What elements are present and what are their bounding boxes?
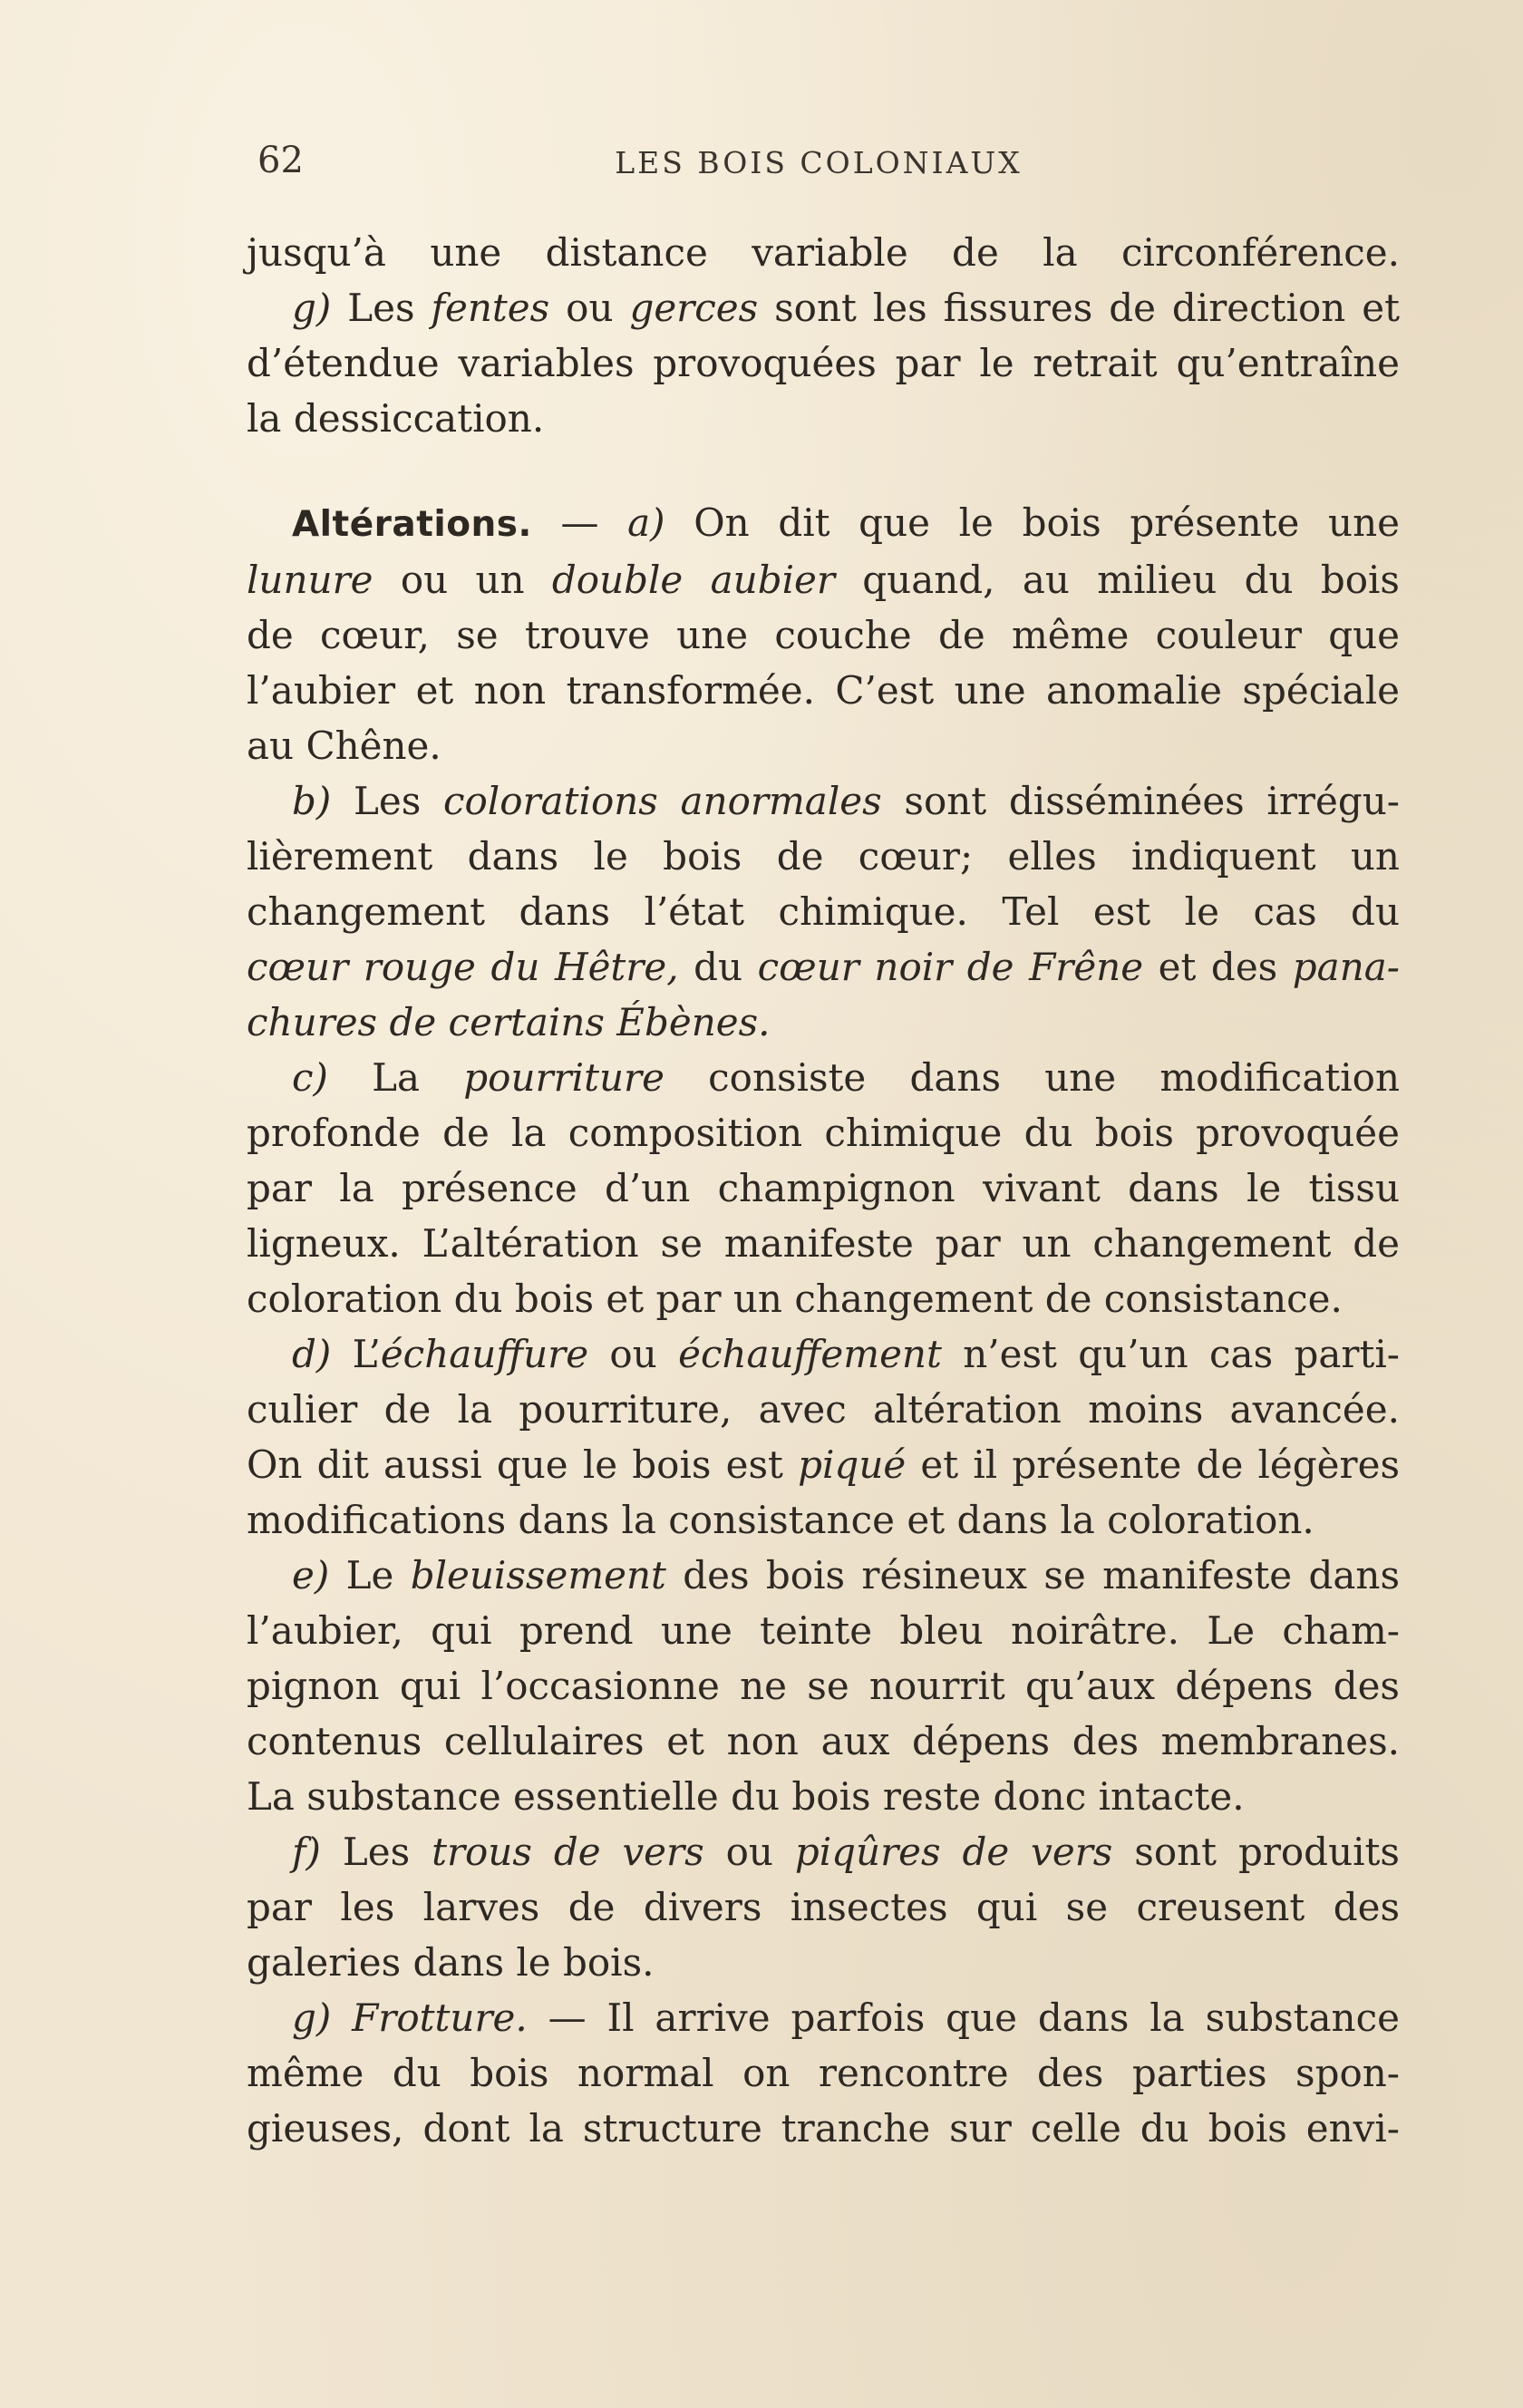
paragraph-echauffure: d) L’échauffure ou échauffement n’est qu’un cas parti-	[292, 1332, 1400, 1376]
text-line: modifications dans la consistance et dans la coloration.	[247, 1498, 1314, 1542]
text-line: profonde de la composition chimique du bois provoquée	[247, 1111, 1400, 1155]
text-line: On dit aussi que le bois est piqué et il présente de légères	[247, 1442, 1400, 1487]
text-line: gieuses, dont la structure tranche sur celle du bois envi-	[247, 2106, 1400, 2151]
text-line: au Chêne.	[247, 723, 441, 768]
section-heading: Altérations.	[292, 504, 532, 545]
text-line: cœur rouge du Hêtre, du cœur noir de Frêne et des pana-	[247, 945, 1400, 989]
paragraph-frotture: g) Frotture. — Il arrive parfois que dans la substance	[292, 1995, 1400, 2040]
section-heading-alterations: Altérations. — a) On dit que le bois présente une	[292, 500, 1400, 545]
text-line: lunure ou un double aubier quand, au milieu du bois	[247, 558, 1400, 602]
text-line: changement dans l’état chimique. Tel est le cas du	[247, 889, 1400, 934]
paragraph-bleuissement: e) Le bleuissement des bois résineux se manifeste dans	[292, 1553, 1401, 1597]
text-line: coloration du bois et par un changement de consistance.	[247, 1277, 1343, 1321]
text-line: même du bois normal on rencontre des parties spon-	[247, 2051, 1400, 2095]
text-line: pignon qui l’occasionne ne se nourrit qu’aux dépens des	[247, 1664, 1400, 1708]
text-line: de cœur, se trouve une couche de même couleur que	[247, 613, 1400, 657]
text-line: culier de la pourriture, avec altération moins avancée.	[247, 1387, 1400, 1432]
body-text	[247, 225, 1400, 2156]
section-gap	[247, 446, 1400, 495]
paragraph-trous-de-vers: f) Les trous de vers ou piqûres de vers sont produits	[292, 1830, 1400, 1874]
text-line: galeries dans le bois.	[247, 1940, 655, 1985]
text-line: l’aubier et non transformée. C’est une anomalie spéciale	[247, 668, 1400, 713]
page-header	[238, 136, 1400, 190]
text-line: d’étendue variables provoquées par le retrait qu’entraîne	[247, 341, 1400, 385]
text-line: par les larves de divers insectes qui se creusent des	[247, 1885, 1400, 1929]
text-line: ligneux. L’altération se manifeste par un changement de	[247, 1221, 1400, 1266]
running-title: LES BOIS COLONIAUX	[615, 145, 1023, 180]
text-line: lièrement dans le bois de cœur; elles indiquent un	[247, 834, 1400, 879]
text-line: l’aubier, qui prend une teinte bleu noirâtre. Le cham-	[247, 1608, 1400, 1653]
text-line: la dessiccation.	[247, 396, 545, 441]
paragraph-pourriture: c) La pourriture consiste dans une modification	[292, 1055, 1401, 1100]
paragraph-fentes: g) Les fentes ou gerces sont les fissures de direction et	[292, 286, 1400, 330]
text-line: contenus cellulaires et non aux dépens des membranes.	[247, 1719, 1400, 1763]
paragraph-colorations: b) Les colorations anormales sont disséminées irrégu-	[292, 779, 1400, 823]
text-line: par la présence d’un champignon vivant dans le tissu	[247, 1166, 1400, 1210]
text-line: La substance essentielle du bois reste donc intacte.	[247, 1774, 1245, 1819]
text-line: chures de certains Ébènes.	[247, 1000, 771, 1044]
text-line: jusqu’à une distance variable de la circonférence.	[247, 230, 1400, 275]
page-number: 62	[257, 140, 304, 181]
